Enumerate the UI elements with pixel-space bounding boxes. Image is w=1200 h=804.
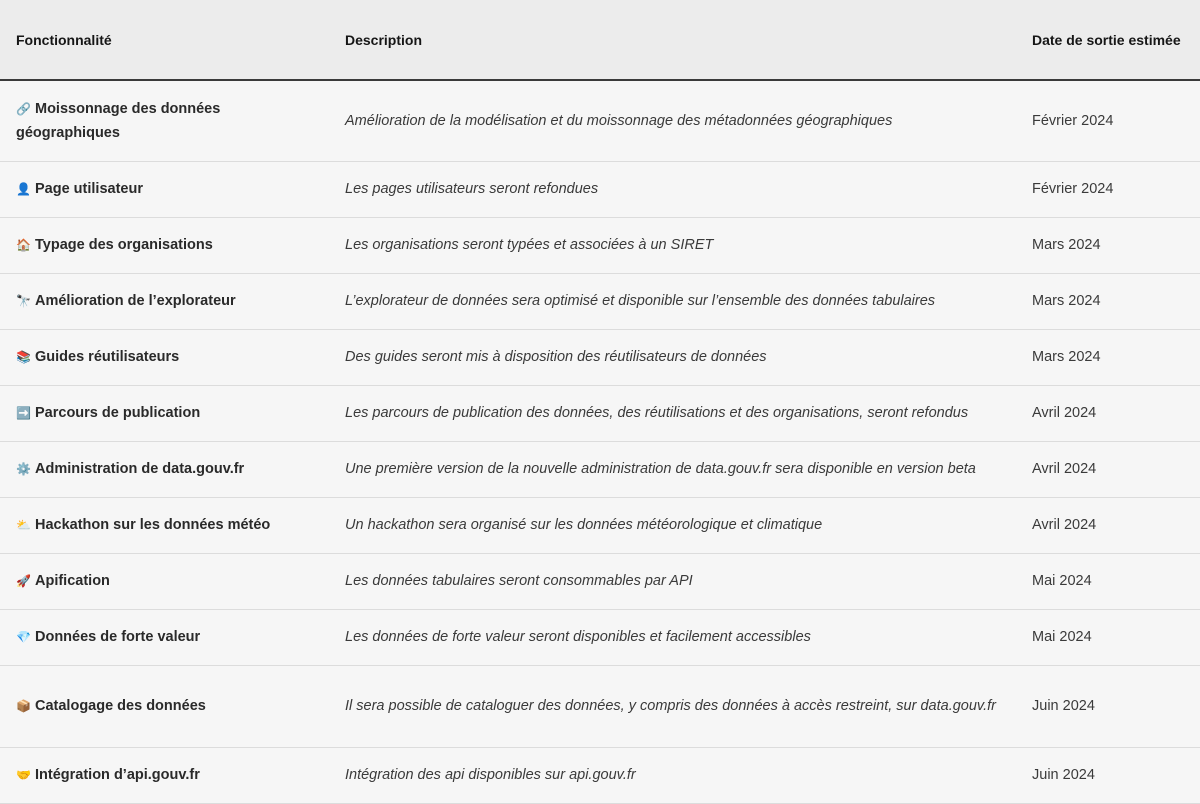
feature-label: Typage des organisations xyxy=(35,237,213,253)
feature-label: Données de forte valeur xyxy=(35,629,201,645)
feature-label: Catalogage des données xyxy=(35,698,206,714)
feature-cell xyxy=(0,747,329,803)
header-description: Description xyxy=(345,31,423,48)
description-cell: Les données tabulaires seront consommables par API xyxy=(345,573,693,589)
feature-cell xyxy=(0,217,329,273)
description-cell: Amélioration de la modélisation et du moissonnage des métadonnées géographiques xyxy=(345,112,893,129)
feature-label: Moissonnage des données géographiques xyxy=(16,100,221,141)
feature-cell xyxy=(0,273,329,329)
feature-cell xyxy=(0,385,329,441)
table-row xyxy=(0,665,1200,747)
header-row xyxy=(0,0,1200,80)
feature-cell xyxy=(0,609,329,665)
feature-cell xyxy=(0,553,329,609)
date-cell: Février 2024 xyxy=(1032,181,1114,197)
date-cell: Avril 2024 xyxy=(1032,405,1097,421)
table-row xyxy=(0,609,1200,665)
link-icon: 🔗 xyxy=(16,101,31,116)
telescope-icon: 🔭 xyxy=(16,294,31,308)
date-cell: Mai 2024 xyxy=(1032,629,1092,645)
rocket-icon: 🚀 xyxy=(16,574,31,588)
books-icon: 📚 xyxy=(16,350,31,364)
date-cell: Avril 2024 xyxy=(1032,461,1097,477)
date-cell: Juin 2024 xyxy=(1032,698,1095,714)
table-row xyxy=(0,217,1200,273)
table-row xyxy=(0,441,1200,497)
description-cell: Un hackathon sera organisé sur les données météorologique et climatique xyxy=(345,517,823,533)
description-cell: Il sera possible de cataloguer des données, y compris des données à accès restreint, sur data.gouv.fr xyxy=(345,698,996,714)
feature-label: Parcours de publication xyxy=(35,405,201,421)
feature-label: Hackathon sur les données météo xyxy=(35,517,271,533)
sun-cloud-icon: ⛅ xyxy=(16,518,31,532)
date-cell: Mars 2024 xyxy=(1032,237,1101,253)
feature-label: Page utilisateur xyxy=(35,181,143,197)
description-cell: Une première version de la nouvelle administration de data.gouv.fr sera disponible en version beta xyxy=(345,461,976,477)
description-cell: Des guides seront mis à disposition des réutilisateurs de données xyxy=(345,349,767,365)
table-row xyxy=(0,80,1200,161)
date-cell: Février 2024 xyxy=(1032,112,1114,129)
header-feature: Fonctionnalité xyxy=(16,31,112,48)
date-cell: Mai 2024 xyxy=(1032,573,1092,589)
feature-cell xyxy=(0,161,329,217)
table-header xyxy=(0,0,1200,80)
description-cell: Les organisations seront typées et associées à un SIRET xyxy=(345,237,714,253)
table-body xyxy=(0,80,1200,803)
user-icon: 👤 xyxy=(16,182,31,196)
house-icon: 🏠 xyxy=(16,238,31,252)
table-row xyxy=(0,273,1200,329)
box-icon: 📦 xyxy=(16,699,31,713)
feature-label: Apification xyxy=(35,573,110,589)
feature-cell xyxy=(0,497,329,553)
table-row xyxy=(0,553,1200,609)
arrow-right-icon: ➡️ xyxy=(16,406,31,420)
description-cell: L’explorateur de données sera optimisé et disponible sur l’ensemble des données tabulaires xyxy=(345,293,936,309)
table-row xyxy=(0,497,1200,553)
description-cell: Intégration des api disponibles sur api.gouv.fr xyxy=(345,767,636,783)
feature-cell xyxy=(0,329,329,385)
table-row xyxy=(0,329,1200,385)
feature-label: Guides réutilisateurs xyxy=(35,349,180,365)
table-row xyxy=(0,747,1200,803)
header-date: Date de sortie estimée xyxy=(1032,31,1181,48)
feature-label: Intégration d’api.gouv.fr xyxy=(35,767,200,783)
date-cell: Juin 2024 xyxy=(1032,767,1095,783)
description-cell: Les données de forte valeur seront disponibles et facilement accessibles xyxy=(345,629,811,645)
feature-cell xyxy=(0,80,329,161)
description-cell: Les pages utilisateurs seront refondues xyxy=(345,181,599,197)
table-row xyxy=(0,385,1200,441)
description-cell: Les parcours de publication des données, des réutilisations et des organisations, seront refondus xyxy=(345,405,969,421)
feature-label: Amélioration de l’explorateur xyxy=(35,293,236,309)
date-cell: Mars 2024 xyxy=(1032,293,1101,309)
gem-icon: 💎 xyxy=(16,630,31,644)
gear-icon: ⚙️ xyxy=(16,462,31,476)
feature-cell xyxy=(0,665,329,747)
date-cell: Mars 2024 xyxy=(1032,349,1101,365)
handshake-icon: 🤝 xyxy=(16,768,31,782)
table-row xyxy=(0,161,1200,217)
date-cell: Avril 2024 xyxy=(1032,517,1097,533)
feature-cell xyxy=(0,441,329,497)
feature-label: Administration de data.gouv.fr xyxy=(35,461,245,477)
